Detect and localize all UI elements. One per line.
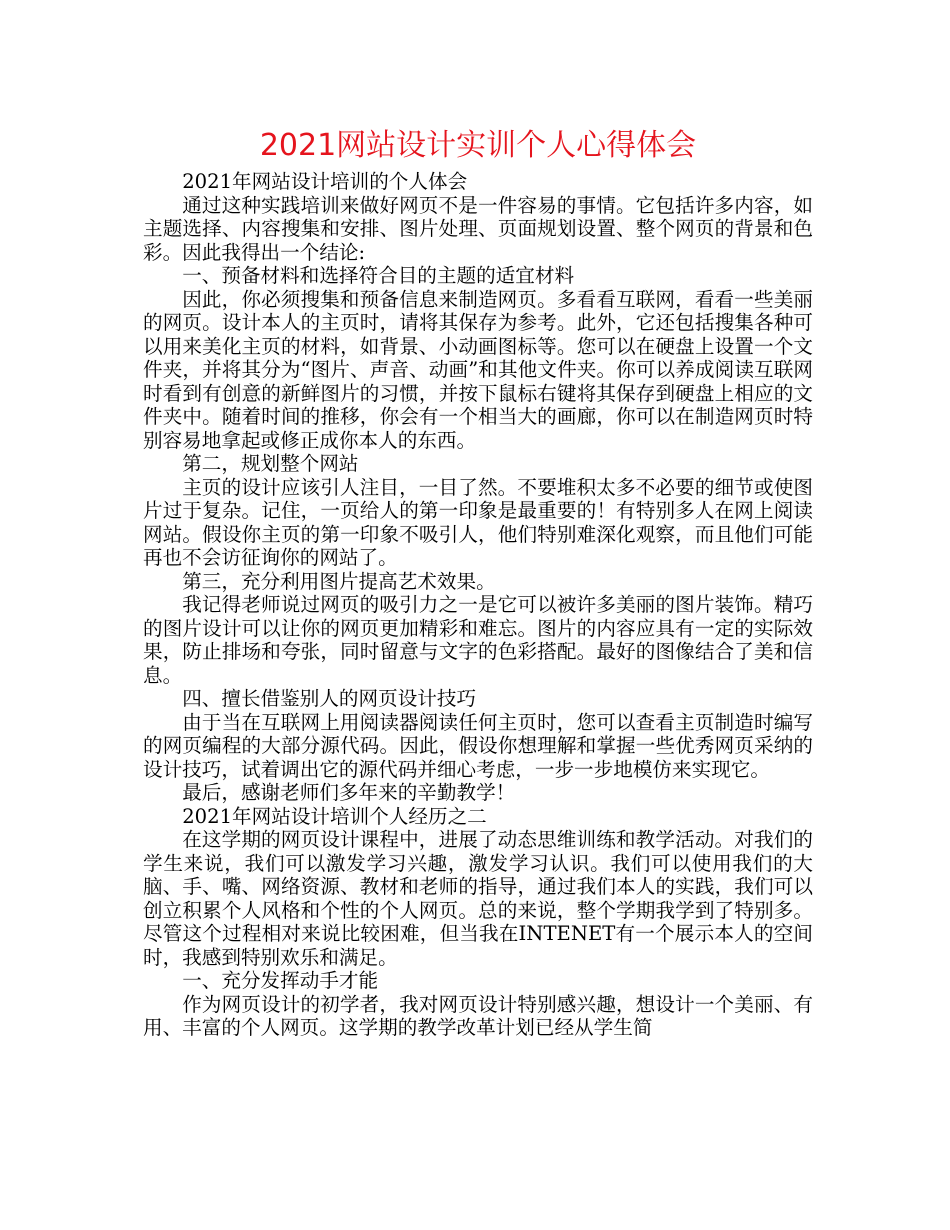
paragraph: 通过这种实践培训来做好网页不是一件容易的事情。它包括许多内容，如主题选择、内容搜集和安排、图片处理、页面规划设置、整个网页的背景和色彩。因此我得出一个结论: (143, 193, 813, 264)
document-page (143, 124, 813, 1040)
document-title: 2021网站设计实训个人心得体会 (259, 128, 697, 163)
section-heading-5: 一、充分发挥动手才能 (182, 969, 379, 992)
paragraph: 主页的设计应该引人注目，一目了然。不要堆积太多不必要的细节或使图片过于复杂。记住，一页给人的第一印象是最重要的！有特别多人在网上阅读网站。假设你主页的第一印象不吸引人，他们特别难深化观察，而且他们可能再也不会访征询你的网站了。 (143, 475, 813, 569)
section-heading-3: 第三，充分利用图片提高艺术效果。 (182, 569, 496, 593)
paragraph: 最后，感谢老师们多年来的辛勤教学！ (182, 781, 516, 804)
paragraph: 我记得老师说过网页的吸引力之一是它可以被许多美丽的图片装饰。精巧的图片设计可以让你的网页更加精彩和难忘。图片的内容应具有一定的实际效果，防止排场和夸张，同时留意与文字的色彩搭配。最好的图像结合了美和信息。 (143, 593, 813, 687)
section-heading-4: 四、擅长借鉴别人的网页设计技巧 (182, 687, 477, 710)
paragraph: 在这学期的网页设计课程中，进展了动态思维训练和教学活动。对我们的学生来说，我们可以激发学习兴趣，激发学习认识。我们可以使用我们的大脑、手、嘴、网络资源、教材和老师的指导，通过我们本人的实践，我们可以创立积累个人风格和个性的个人网页。总的来说，整个学期我学到了特别多。尽管这个过程相对来说比较困难，但当我在INTENET有一个展示本人的空间时，我感到特别欢乐和满足。 (143, 828, 813, 969)
part-two-heading: 2021年网站设计培训个人经历之二 (182, 804, 487, 828)
section-heading-1: 一、预备材料和选择符合目的主题的适宜材料 (182, 264, 575, 287)
paragraph: 由于当在互联网上用阅读器阅读任何主页时，您可以查看主页制造时编写的网页编程的大部分源代码。因此，假设你想理解和掌握一些优秀网页采纳的设计技巧，试着调出它的源代码并细心考虑，一步一步地模仿来实现它。 (143, 710, 813, 781)
paragraph: 作为网页设计的初学者，我对网页设计特别感兴趣，想设计一个美丽、有用、丰富的个人网页。这学期的教学改革计划已经从学生简 (143, 992, 813, 1039)
paragraph-intro-heading: 2021年网站设计培训的个人体会 (182, 170, 468, 193)
paragraph: 因此，你必须搜集和预备信息来制造网页。多看看互联网，看看一些美丽的网页。设计本人的主页时，请将其保存为参考。此外，它还包括搜集各种可以用来美化主页的材料，如背景、小动画图标等。您可以在硬盘上设置一个文件夹，并将其分为“图片、声音、动画”和其他文件夹。你可以养成阅读互联网时看到有创意的新鲜图片的习惯，并按下鼠标右键将其保存到硬盘上相应的文件夹中。随着时间的推移，你会有一个相当大的画廊，你可以在制造网页时特别容易地拿起或修正成你本人的东西。 (143, 287, 813, 452)
document-body (143, 170, 813, 1040)
section-heading-2: 第二，规划整个网站 (182, 452, 359, 475)
